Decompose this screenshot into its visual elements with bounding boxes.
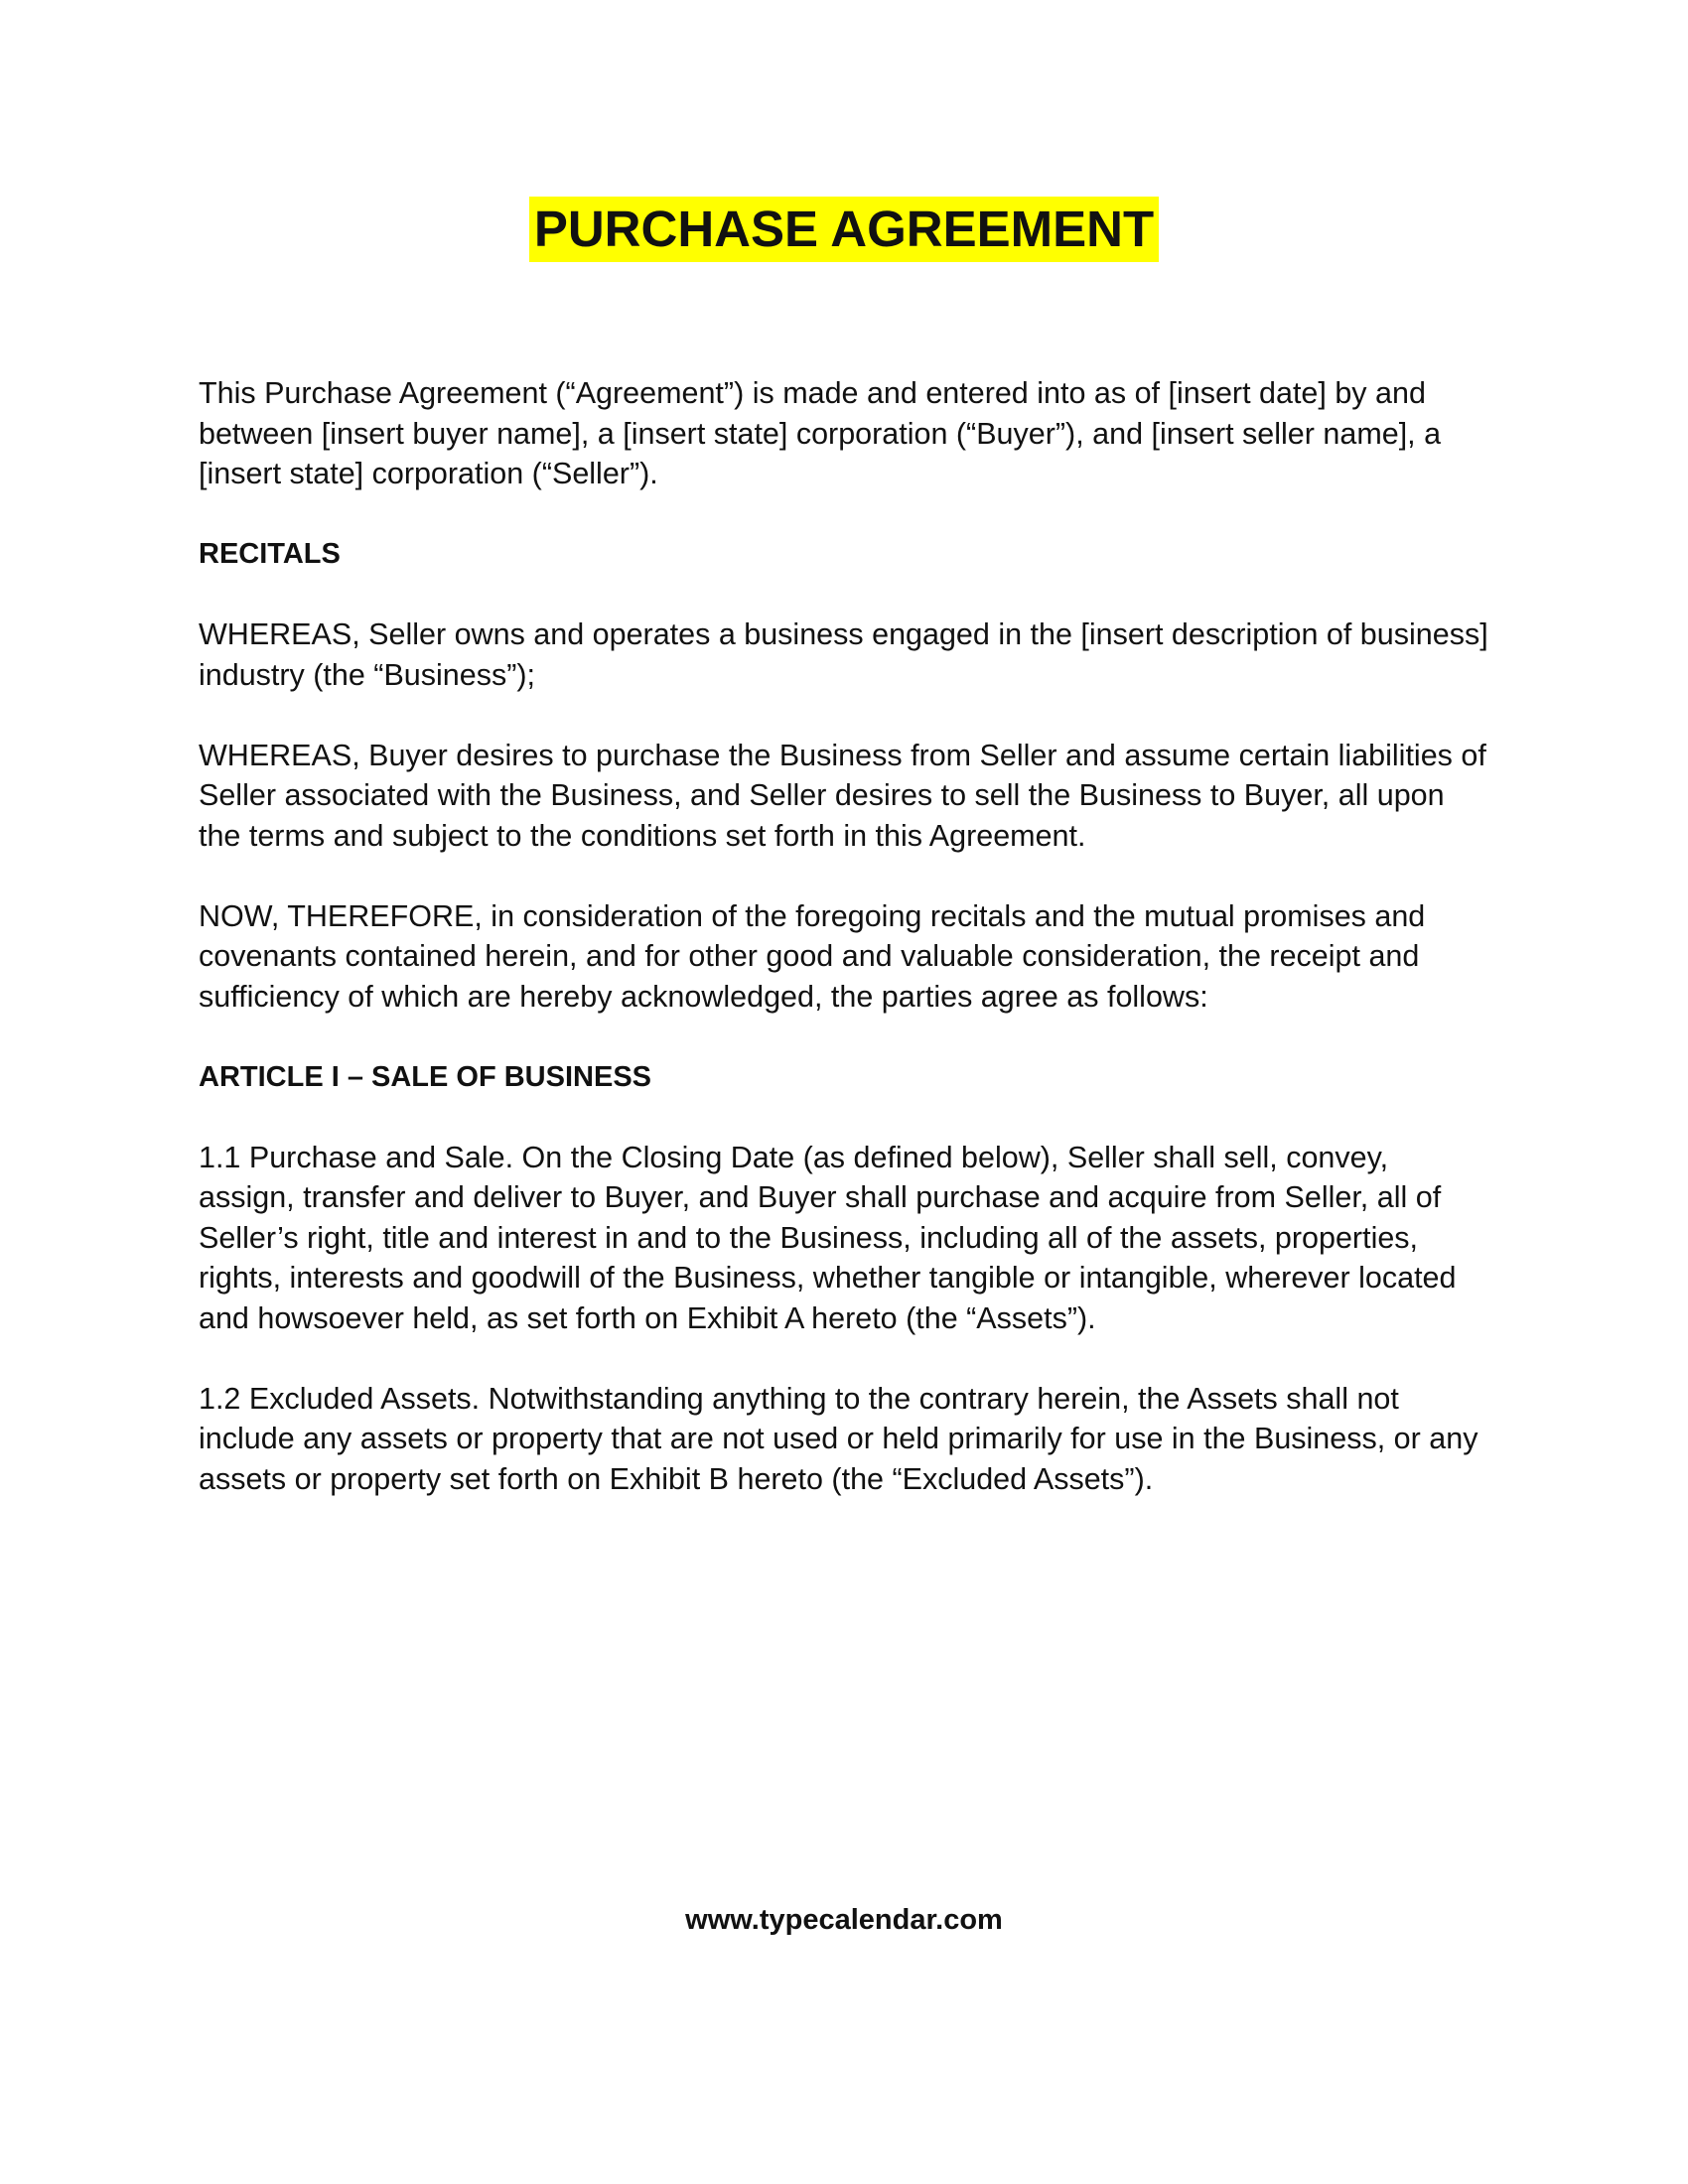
title-container — [0, 197, 1688, 262]
document-body — [199, 373, 1489, 1540]
intro-paragraph: This Purchase Agreement (“Agreement”) is made and entered into as of [insert date] by and between [insert buyer name], a [insert state] corporation (“Buyer”), and [insert seller name], a [insert state] corporation (“Seller”). — [199, 376, 1442, 490]
now-therefore-paragraph: NOW, THEREFORE, in consideration of the foregoing recitals and the mutual promises and covenants contained herein, and for other good and valuable consideration, the receipt and sufficiency of which are hereby acknowledged, the parties agree as follows: — [199, 898, 1426, 1014]
article-1-heading: ARTICLE I – SALE OF BUSINESS — [199, 1060, 651, 1093]
footer-website: www.typecalendar.com — [685, 1904, 1003, 1936]
page-title: PURCHASE AGREEMENT — [529, 197, 1159, 262]
recital-paragraph-2: WHEREAS, Buyer desires to purchase the Business from Seller and assume certain liabilities of Seller associated with the Business, and Seller desires to sell the Business to Buyer, all upon the terms and subject to the conditions set forth in this Agreement. — [199, 738, 1486, 853]
section-1-1-paragraph: 1.1 Purchase and Sale. On the Closing Date (as defined below), Seller shall sell, convey, assign, transfer and deliver to Buyer, and Buyer shall purchase and acquire from Seller, all of Seller’s right, title and interest in and to the Business, including all of the assets, properties, rights, interests and goodwill of the Business, whether tangible or intangible, wherever located and howsoever held, as set forth on Exhibit A hereto (the “Assets”). — [199, 1140, 1457, 1335]
recital-paragraph-1: WHEREAS, Seller owns and operates a business engaged in the [insert description of business] industry (the “Business”); — [199, 617, 1488, 692]
section-1-2-paragraph: 1.2 Excluded Assets. Notwithstanding anything to the contrary herein, the Assets shall not include any assets or property that are not used or held primarily for use in the Business, or any assets or property set forth on Exhibit B hereto (the “Excluded Assets”). — [199, 1381, 1478, 1496]
recitals-heading: RECITALS — [199, 538, 341, 570]
